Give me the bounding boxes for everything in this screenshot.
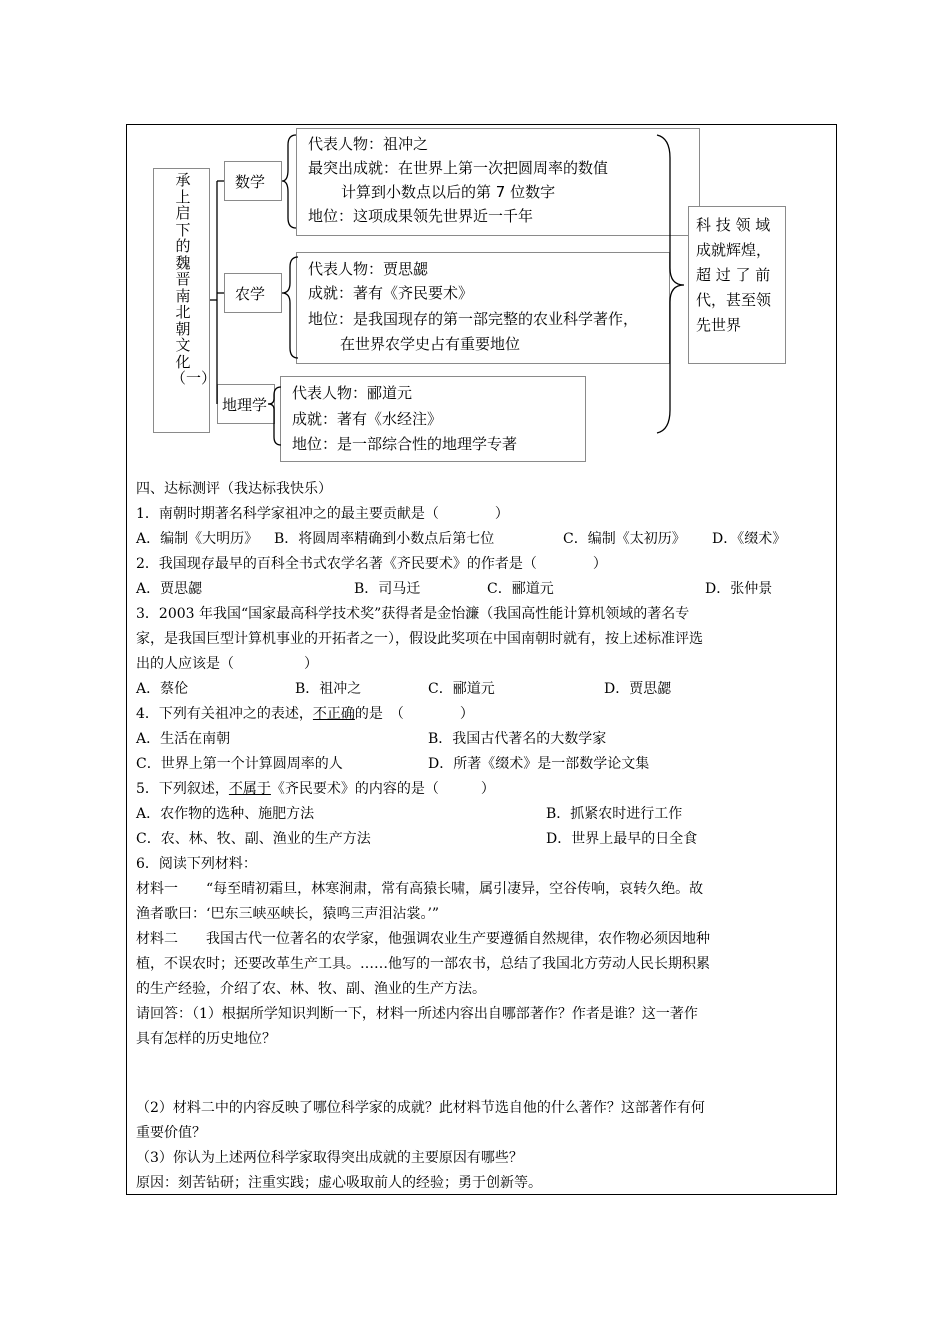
q2-option-b: B．司马迁 — [354, 581, 421, 597]
quiz-heading: 四、达标测评（我达标我快乐） — [136, 481, 332, 497]
q3-option-c: C．郦道元 — [428, 681, 495, 697]
q2-option-c: C．郦道元 — [487, 581, 554, 597]
geo-label: 地理学 — [222, 396, 268, 414]
q1-option-d: D．《缀术》 — [712, 531, 787, 547]
q6-stem: 6．阅读下列材料： — [136, 856, 257, 872]
q5-option-b: B．抓紧农时进行工作 — [546, 806, 683, 822]
summary-line-4: 代，甚至领 — [696, 291, 772, 309]
q3-option-a: A．蔡伦 — [136, 681, 189, 697]
math-line-2: 最突出成就：在世界上第一次把圆周率的数值 — [308, 159, 609, 177]
q4-option-b: B．我国古代著名的大数学家 — [428, 731, 607, 747]
material2-line-1: 材料二 我国古代一位著名的农学家，他强调农业生产要遵循自然规律，农作物必须因地种 — [136, 931, 710, 947]
q2-stem: 2．我国现存最早的百科全书式农学名著《齐民要术》的作者是（ ） — [136, 556, 607, 572]
q4-stem-post: 的是 （ ） — [354, 706, 474, 722]
diagram-connectors — [0, 0, 950, 500]
summary-line-3: 超 过 了 前 — [696, 266, 771, 284]
q4-option-c: C．世界上第一个计算圆周率的人 — [136, 756, 343, 772]
agri-line-2: 成就：著有《齐民要术》 — [308, 284, 474, 302]
q5-option-a: A．农作物的选种、施肥方法 — [136, 806, 315, 822]
agri-line-3: 地位：是我国现存的第一部完整的农业科学著作， — [308, 310, 639, 328]
ask2-line-1: （2）材料二中的内容反映了哪位科学家的成就？此材料节选自他的什么著作？这部著作有何 — [136, 1100, 705, 1116]
math-line-4: 地位：这项成果领先世界近一千年 — [308, 207, 534, 225]
q5-option-c: C．农、林、牧、副、渔业的生产方法 — [136, 831, 371, 847]
math-line-1: 代表人物：祖冲之 — [308, 135, 429, 153]
summary-line-1: 科 技 领 域 — [696, 216, 771, 234]
math-line-3: 计算到小数点以后的第 7 位数字 — [341, 183, 556, 201]
ask1-line-2: 具有怎样的历史地位？ — [136, 1031, 276, 1047]
geo-line-1: 代表人物：郦道元 — [292, 384, 413, 402]
summary-line-2: 成就辉煌， — [696, 241, 772, 259]
q5-stem-post: 《齐民要术》的内容的是（ ） — [270, 781, 495, 797]
q4-stem-underlined: 不正确 — [312, 706, 355, 722]
q5-stem-underlined: 不属于 — [228, 781, 271, 797]
q4-option-d: D．所著《缀术》是一部数学论文集 — [428, 756, 650, 772]
q3-line-1: 3．2003 年我国“国家最高科学技术奖”获得者是金怡濂（我国高性能计算机领域的著名专 — [136, 606, 690, 622]
answer: 原因：刻苦钻研；注重实践；虚心吸取前人的经验；勇于创新等。 — [136, 1175, 542, 1191]
q3-line-3: 出的人应该是（ ） — [136, 656, 318, 672]
geo-line-2: 成就：著有《水经注》 — [292, 410, 443, 428]
q3-option-d: D．贾思勰 — [604, 681, 672, 697]
agri-line-1: 代表人物：贾思勰 — [308, 260, 429, 278]
q1-option-c: C．编制《太初历》 — [563, 531, 686, 547]
q5-option-d: D．世界上最早的日全食 — [546, 831, 698, 847]
q1-option-a: A．编制《大明历》 — [136, 531, 259, 547]
ask1-line-1: 请回答：（1）根据所学知识判断一下，材料一所述内容出自哪部著作？作者是谁？这一著作 — [136, 1006, 698, 1022]
q2-option-a: A．贾思勰 — [136, 581, 203, 597]
diagram-title: 承上启下的魏晋南北朝文化（一） — [171, 171, 217, 387]
q1-stem: 1．南朝时期著名科学家祖冲之的最主要贡献是（ ） — [136, 506, 509, 522]
ask3: （3）你认为上述两位科学家取得突出成就的主要原因有哪些？ — [136, 1150, 523, 1166]
q4-stem — [136, 704, 474, 724]
summary-line-5: 先世界 — [696, 316, 742, 334]
brace-agri — [282, 257, 298, 358]
math-label: 数学 — [235, 173, 266, 191]
q2-option-d: D．张仲景 — [705, 581, 773, 597]
q3-line-2: 家，是我国巨型计算机事业的开拓者之一），假设此奖项在中国南朝时就有，按上述标准评选 — [136, 631, 703, 647]
material1-line-1: 材料一 “每至晴初霜旦，林寒涧肃，常有高猿长啸，属引凄异，空谷传响，哀转久绝。故 — [136, 881, 704, 897]
brace-geo — [268, 387, 281, 445]
q4-option-a: A．生活在南朝 — [136, 731, 231, 747]
material1-line-2: 渔者歌曰：‘巴东三峡巫峡长，猿鸣三声泪沾裳。’” — [136, 906, 440, 922]
q4-stem-pre: 4．下列有关祖冲之的表述， — [136, 706, 313, 722]
q5-stem-pre: 5．下列叙述， — [136, 781, 229, 797]
brace-math — [282, 135, 296, 228]
q3-option-b: B．祖冲之 — [295, 681, 362, 697]
ask2-line-2: 重要价值？ — [136, 1125, 206, 1141]
material2-line-3: 的生产经验，介绍了农、林、牧、副、渔业的生产方法。 — [136, 981, 486, 997]
material2-line-2: 植，不误农时；还要改革生产工具。……他写的一部农书，总结了我国北方劳动人民长期积累 — [136, 956, 710, 972]
q1-option-b: B．将圆周率精确到小数点后第七位 — [274, 531, 495, 547]
q5-stem — [136, 779, 495, 799]
agri-label: 农学 — [235, 285, 266, 303]
brace-summary — [657, 135, 684, 433]
agri-line-4: 在世界农学史占有重要地位 — [340, 335, 521, 353]
geo-line-3: 地位：是一部综合性的地理学专著 — [292, 435, 518, 453]
